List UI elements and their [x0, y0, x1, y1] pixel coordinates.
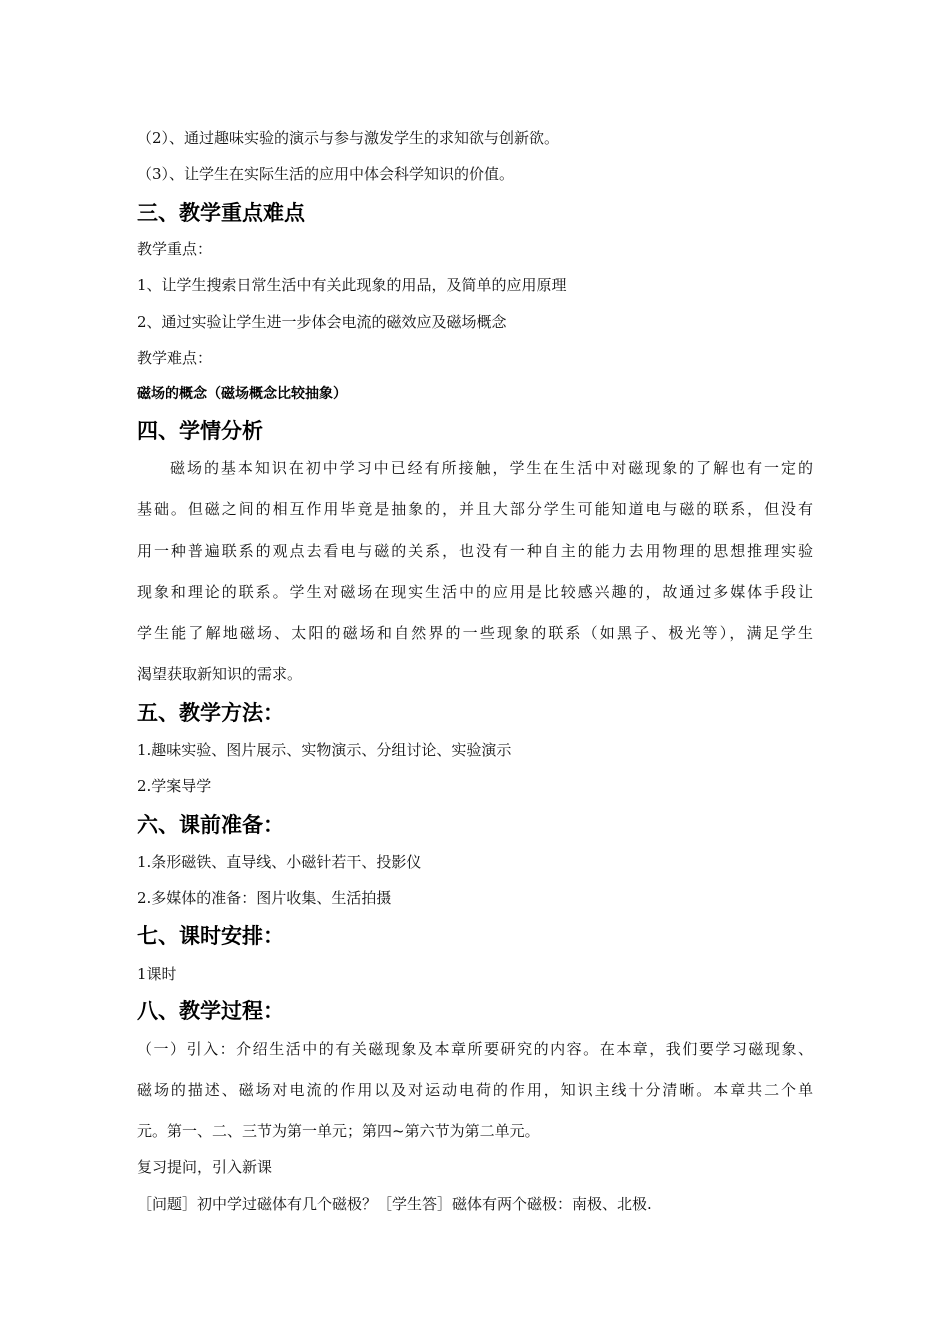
process-intro-line: 元。第一、二、三节为第一单元；第四~第六节为第二单元。: [137, 1122, 540, 1140]
analysis-line: 学生能了解地磁场、太阳的磁场和自然界的一些现象的联系（如黑子、极光等），满足学生: [137, 624, 813, 642]
analysis-line: 基础。但磁之间的相互作用毕竟是抽象的，并且大部分学生可能知道电与磁的联系，但没有: [137, 500, 813, 518]
difficulty-text: 磁场的概念（磁场概念比较抽象）: [137, 386, 347, 402]
key-points-label: 教学重点：: [137, 240, 213, 258]
preparation-item-1: 1.条形磁铁、直导线、小磁针若干、投影仪: [137, 853, 422, 871]
section-heading-preparation: 六、课前准备：: [137, 813, 284, 837]
difficulty-label: 教学难点：: [137, 349, 213, 367]
review-text: 复习提问，引入新课: [137, 1158, 273, 1176]
objective-item-2: （2）、通过趣味实验的演示与参与激发学生的求知欲与创新欲。: [137, 129, 560, 147]
key-point-item-1: 1、让学生搜索日常生活中有关此现象的用品，及简单的应用原理: [137, 276, 567, 294]
process-intro-line: （一）引入：介绍生活中的有关磁现象及本章所要研究的内容。在本章，我们要学习磁现象、: [137, 1040, 813, 1058]
key-point-item-2: 2、通过实验让学生进一步体会电流的磁效应及磁场概念: [137, 313, 507, 331]
process-intro-line: 磁场的描述、磁场对电流的作用以及对运动电荷的作用，知识主线十分清晰。本章共二个单: [137, 1081, 813, 1099]
analysis-line: 用一种普遍联系的观点去看电与磁的关系，也没有一种自主的能力去用物理的思想推理实验: [137, 542, 813, 560]
method-item-2: 2.学案导学: [137, 777, 212, 795]
section-heading-key-points: 三、教学重点难点: [137, 201, 305, 225]
analysis-line: 渴望获取新知识的需求。: [137, 665, 303, 683]
schedule-text: 1课时: [137, 965, 177, 983]
section-heading-schedule: 七、课时安排：: [137, 924, 284, 948]
section-heading-process: 八、教学过程：: [137, 999, 284, 1023]
section-heading-analysis: 四、学情分析: [137, 419, 263, 443]
analysis-line: 现象和理论的联系。学生对磁场在现实生活中的应用是比较感兴趣的，故通过多媒体手段让: [137, 583, 813, 601]
preparation-item-2: 2.多媒体的准备：图片收集、生活拍摄: [137, 889, 392, 907]
method-item-1: 1.趣味实验、图片展示、实物演示、分组讨论、实验演示: [137, 741, 512, 759]
section-heading-methods: 五、教学方法：: [137, 701, 284, 725]
question-answer-text: ［问题］初中学过磁体有几个磁极？［学生答］磁体有两个磁极：南极、北极.: [137, 1195, 652, 1213]
objective-item-3: （3）、让学生在实际生活的应用中体会科学知识的价值。: [137, 165, 515, 183]
analysis-line: 磁场的基本知识在初中学习中已经有所接触，学生在生活中对磁现象的了解也有一定的: [170, 459, 813, 477]
